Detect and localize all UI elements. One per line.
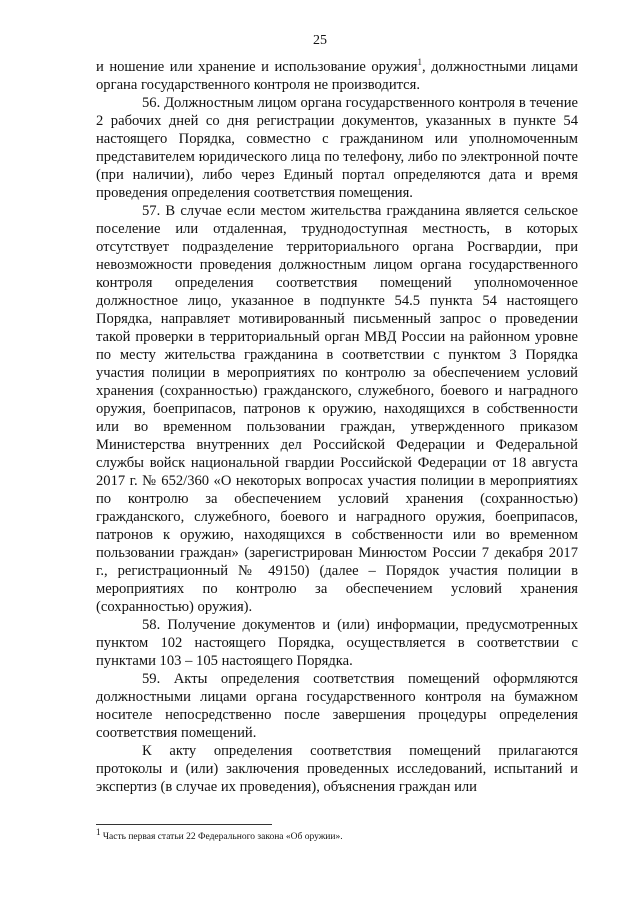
paragraph-59-continuation: К акту определения соответствия помещений прилагаются протоколы и (или) заключения проведенных исследований, испытаний и экспертиз (в случае их проведения), объяснения граждан или [96, 743, 578, 795]
paragraph-56: 56. Должностным лицом органа государственного контроля в течение 2 рабочих дней со дня регистрации документов, указанных в пункте 54 настоящего Порядка, совместно с гражданином или уполномоченным представителем юридического лица по телефону, либо по электронной почте (при наличии), либо через Единый портал определяются дата и время проведения определения соответствия помещения. [96, 95, 578, 201]
paragraph-continuation [96, 58, 578, 94]
footnote-reference: 1 [417, 57, 422, 68]
paragraph-59: 59. Акты определения соответствия помещений оформляются должностными лицами органа государственного контроля на бумажном носителе непосредственно после завершения процедуры определения соответствия помещений. [96, 671, 578, 741]
paragraph-58: 58. Получение документов и (или) информации, предусмотренных пунктом 102 настоящего Порядка, осуществляется в соответствии с пунктами 103 – 105 настоящего Порядка. [96, 617, 578, 669]
page-number: 25 [313, 33, 327, 48]
document-body [96, 58, 578, 796]
footnote [96, 826, 578, 843]
paragraph-57: 57. В случае если местом жительства гражданина является сельское поселение или отдаленная, труднодоступная местность, в которых отсутствует подразделение территориального органа Росгвардии, при невозможности проведения должностным лицом органа государственного контроля определения соответствия помещений уполномоченное должностное лицо, указанное в подпункте 54.5 пункта 54 настоящего Порядка, направляет мотивированный письменный запрос о проведении такой проверки в территориальный орган МВД России на районном уровне по месту жительства гражданина в соответствии с пунктом 3 Порядка участия полиции в мероприятиях по контролю за обеспечением условий хранения (сохранностью) гражданского, служебного, боевого и наградного оружия, боеприпасов, патронов к оружию, находящихся в собственности или во временном пользовании граждан, утвержденного приказом Министерства внутренних дел Российской Федерации и Федеральной службы войск национальной гвардии Российской Федерации от 18 августа 2017 г. № 652/360 «О некоторых вопросах участия полиции в мероприятиях по контролю за обеспечением условий хранения (сохранностью) гражданского, служебного, боевого и наградного оружия, боеприпасов, патронов к оружию, находящихся в собственности или во временном пользовании граждан» (зарегистрирован Минюстом России 7 декабря 2017 г., регистрационный № 49150) (далее – Порядок участия полиции в мероприятиях по контролю за обеспечением условий хранения (сохранностью) оружия). [96, 203, 578, 615]
footnote-divider [96, 824, 272, 825]
paragraph-continuation-text-end: , должностными лицами органа государственного контроля не производится. [96, 59, 578, 93]
footnote-text: Часть первая статьи 22 Федерального закона «Об оружии». [100, 832, 343, 842]
footnote-mark: 1 [96, 826, 101, 837]
paragraph-continuation-text: и ношение или хранение и использование оружия [96, 59, 418, 75]
